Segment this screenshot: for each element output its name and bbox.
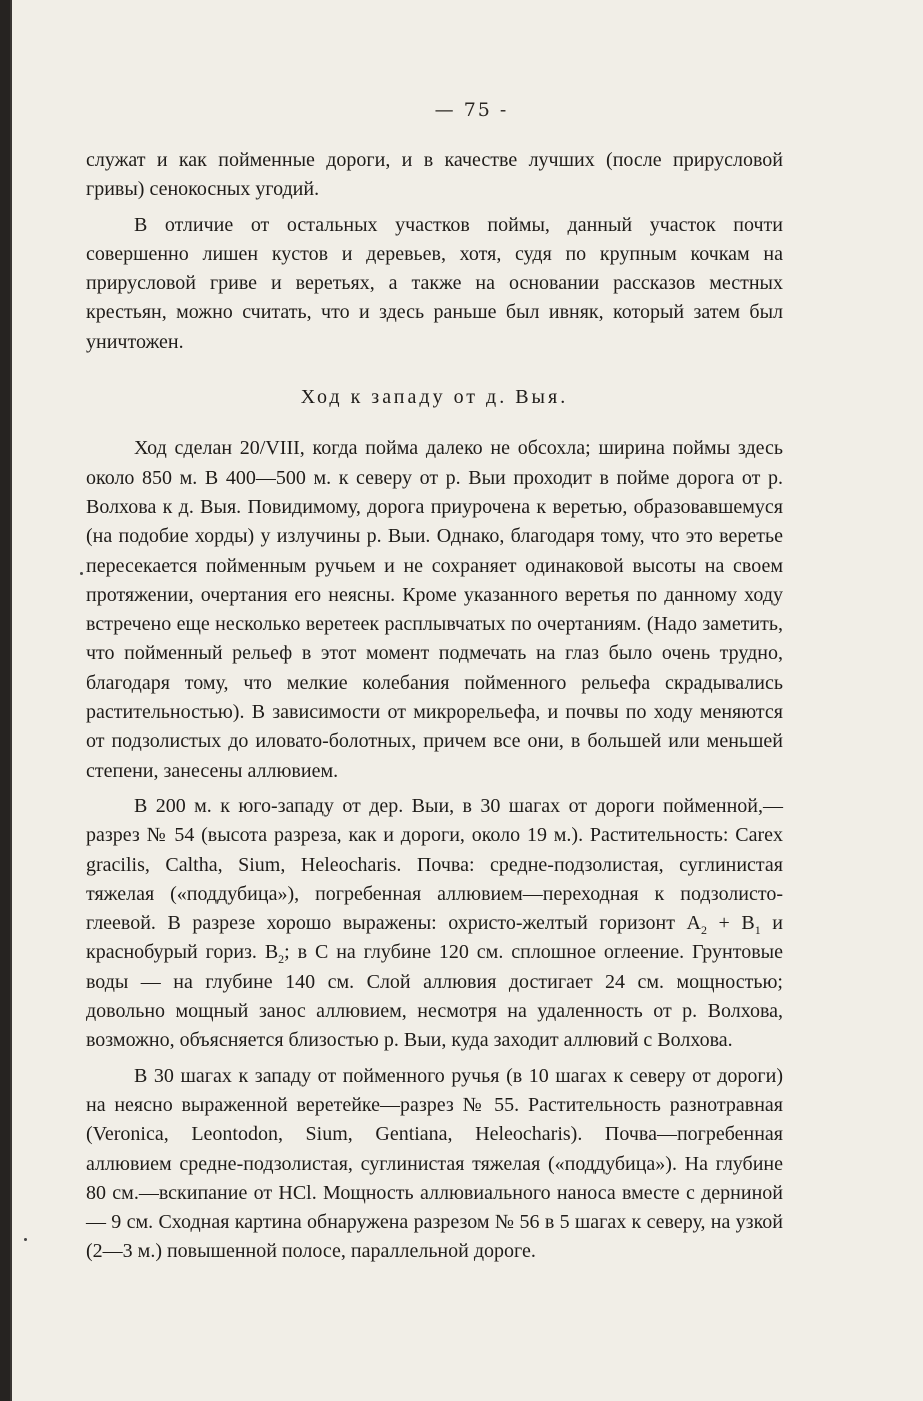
paragraph-route-description: Ход сделан 20/VIII, когда пойма далеко не обсохла; ширина поймы здесь около 850 м. В 400—500 м. к северу от р. Выи проходит в пойме дорога от р. Волхова к д. Выя. Повидимому, дорога приурочена к веретью, образовавшемуся (на подобие хорды) у излучины р. Выи. Однако, благодаря тому, что это веретье пересекается пойменным ручьем и не сохраняет одинаковой высоты на своем протяжении, очертания его неясны. Кроме указанного веретья по данному ходу встречено еще несколько веретеек расплывчатых по очертаниям. (Надо заметить, что пойменный рельеф в этот момент подмечать на глаз было очень трудно, благодаря тому, что мелкие колебания пойменного рельефа скрадывались растительностью). В зависимости от микрорельефа, и почвы по ходу меняются от подзолистых до иловато-болотных, причем все они, в большей или меньшей степени, занесены аллювием. (86, 437, 783, 782)
body-text (86, 146, 783, 1267)
section-heading: Ход к западу от д. Выя. (300, 386, 569, 409)
paragraph-section-55: В 30 шагах к западу от пойменного ручья (в 10 шагах к северу от дороги) на неясно выраженной веретейке—разрез № 55. Растительность разнотравная (Veronica, Leontodon, Sium, Gentiana, Heleocharis). Почва—погребенная аллювием средне-подзолистая, суглинистая тяжелая («поддубица»). На глубине 80 см.—вскипание от HCl. Мощность аллювиального наноса вместе с дерниной — 9 см. Сходная картина обнаружена разрезом № 56 в 5 шагах к северу, на узкой (2—3 м.) повышенной полосе, параллельной дороге. (86, 1064, 783, 1263)
paragraph-floodplain-description: В отличие от остальных участков поймы, данный участок почти совершенно лишен кустов и деревьев, хотя, судя по крупным кочкам на прирусловой гриве и веретьях, а также на основании рассказов местных крестьян, можно считать, что и здесь раньше был ивняк, который затем был уничтожен. (86, 213, 783, 353)
section-54-text-b: + B (707, 912, 755, 935)
section-54-text-a: В 200 м. к юго-западу от дер. Выи, в 30 шагах от дороги пойменной,—разрез № 54 (высота разреза, как и дороги, около 19 м.). Растительность: Carex gracilis, Caltha, Sium, Heleocharis. Почва: средне-подзолистая, суглинистая тяжелая («поддубица»), погребенная аллювием—переходная к подзолисто-глеевой. В разрезе хорошо выражены: охристо-желтый горизонт A (86, 794, 783, 935)
margin-dot-mark (80, 572, 83, 575)
section-54-text-d: ; в C на глубине 120 см. сплошное оглеение. Грунтовые воды — на глубине 140 см. Слой аллювия достигает 24 см. мощностью; довольно мощный занос аллювием, несмотря на удаленность от р. Волхова, возможно, объясняется близостью р. Выи, куда заходит аллювий с Волхова. (86, 941, 783, 1052)
paragraph-section-54 (86, 792, 783, 1056)
page-number: — 75 - (434, 99, 509, 121)
subscript-b2: 2 (278, 952, 285, 967)
subscript-a2: 2 (701, 923, 707, 938)
paragraph-continuation: служат и как пойменные дороги, и в качестве лучших (после прирусловой гривы) сенокосных угодий. (86, 149, 783, 201)
subscript-b1: 1 (754, 923, 761, 938)
margin-dot-mark (24, 1238, 27, 1241)
section-54-text-c: и краснобурый гориз. B (86, 912, 784, 964)
